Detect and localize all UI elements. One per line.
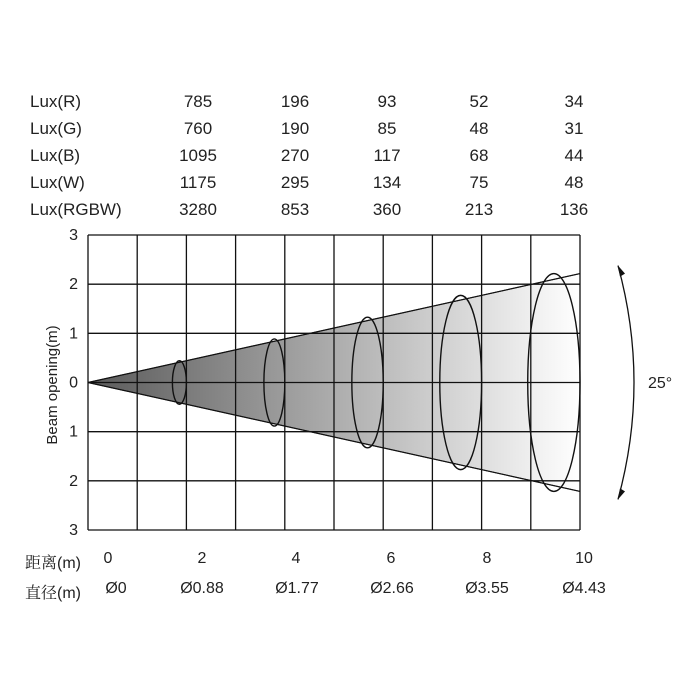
y-tick-label: 2 xyxy=(69,472,78,490)
lux-cell: 48 xyxy=(469,119,489,138)
distance-row-label: 距离(m) xyxy=(25,555,81,572)
lux-cell: 190 xyxy=(280,119,310,138)
y-tick-label: 3 xyxy=(69,227,78,244)
lux-row-label: Lux(W) xyxy=(30,173,85,192)
y-axis-label: Beam opening(m) xyxy=(44,325,61,445)
lux-cell: 75 xyxy=(469,173,489,192)
y-tick-label: 1 xyxy=(69,423,78,441)
lux-row-label: Lux(RGBW) xyxy=(30,200,122,219)
distance-value: 2 xyxy=(197,550,207,567)
lux-row-label: Lux(B) xyxy=(30,146,81,165)
distance-value: 10 xyxy=(575,550,593,567)
lux-cell: 760 xyxy=(183,119,213,138)
lux-cell: 270 xyxy=(280,146,310,165)
grid xyxy=(88,235,580,530)
lux-cell: 85 xyxy=(377,119,397,138)
beam-angle-marker xyxy=(618,266,634,500)
lux-row-label: Lux(G) xyxy=(30,119,82,138)
distance-value: 4 xyxy=(291,550,301,567)
lux-cell: 44 xyxy=(564,146,584,165)
diameter-value: Ø4.43 xyxy=(562,580,606,597)
lux-cell: 3280 xyxy=(179,200,217,219)
angle-arrow-bottom xyxy=(618,488,625,499)
lux-cell: 136 xyxy=(559,200,589,219)
lux-cell: 93 xyxy=(377,92,397,111)
diameter-value: Ø3.55 xyxy=(465,580,509,597)
y-tick-label: 2 xyxy=(69,276,78,294)
lux-cell: 134 xyxy=(372,173,402,192)
angle-arc xyxy=(618,266,634,500)
diameter-row-label: 直径(m) xyxy=(25,585,81,602)
lux-cell: 1095 xyxy=(179,146,217,165)
lux-cell: 52 xyxy=(469,92,489,111)
beam-angle-label: 25° xyxy=(648,375,673,392)
diameter-value: Ø2.66 xyxy=(370,580,414,597)
angle-arrow-top xyxy=(618,266,625,277)
lux-cell: 48 xyxy=(564,173,584,192)
distance-value: 0 xyxy=(103,550,113,567)
diameter-value: Ø0.88 xyxy=(180,580,224,597)
lux-cell: 117 xyxy=(373,146,401,165)
lux-cell: 295 xyxy=(280,173,310,192)
lux-row-label: Lux(R) xyxy=(30,92,82,111)
y-tick-label: 3 xyxy=(69,522,78,539)
lux-cell: 34 xyxy=(564,92,584,111)
lux-cell: 31 xyxy=(564,119,584,138)
lux-cell: 1175 xyxy=(179,173,217,192)
lux-cell: 213 xyxy=(464,200,494,219)
y-tick-label: 1 xyxy=(69,325,78,343)
distance-value: 8 xyxy=(482,550,492,567)
diameter-value: Ø1.77 xyxy=(275,580,319,597)
lux-cell: 196 xyxy=(280,92,310,111)
diameter-value: Ø0 xyxy=(105,580,127,597)
lux-cell: 68 xyxy=(469,146,489,165)
lux-cell: 360 xyxy=(372,200,402,219)
distance-value: 6 xyxy=(386,550,396,567)
lux-cell: 853 xyxy=(280,200,310,219)
lux-cell: 785 xyxy=(183,92,213,111)
y-ticks xyxy=(69,227,78,539)
y-tick-label: 0 xyxy=(69,374,78,392)
